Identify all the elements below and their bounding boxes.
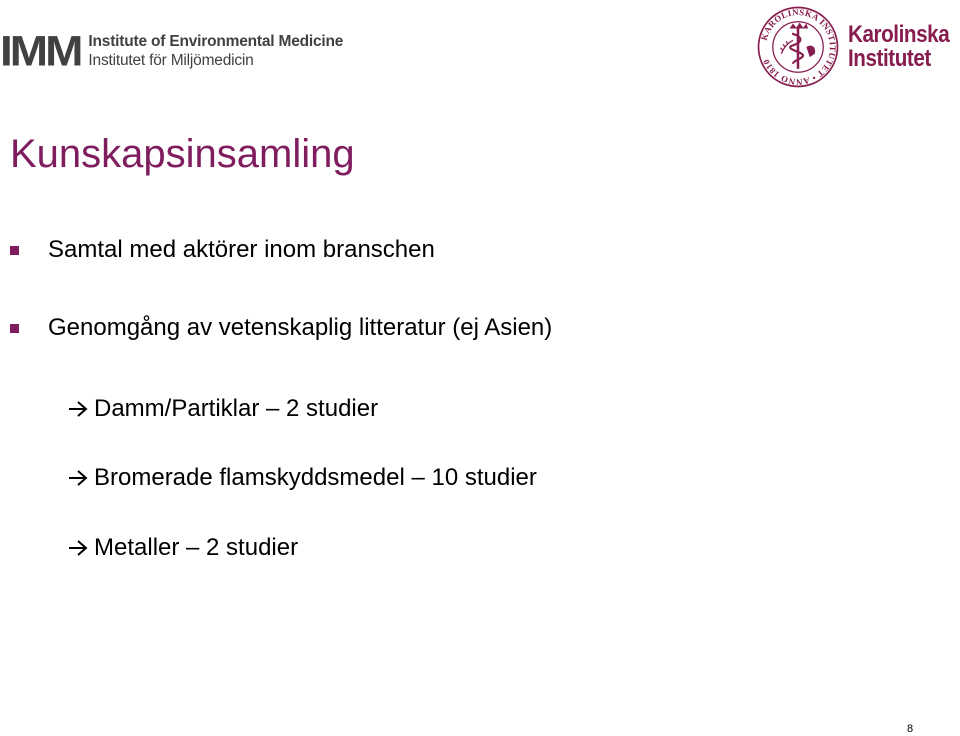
bullet-item [10,233,435,267]
arrow-right-icon [68,399,88,419]
bullet-text: Samtal med aktörer inom branschen [48,236,435,263]
sub-bullet-text: Bromerade flamskyddsmedel – 10 studier [94,464,537,491]
ki-name-line-2: Institutet [848,45,931,72]
imm-name-english: Institute of Environmental Medicine [88,33,344,50]
sub-bullet-item [68,392,378,426]
arrow-right-icon [68,468,88,488]
slide-title: Kunskapsinsamling [10,132,355,176]
sub-bullet-item [68,461,537,495]
sub-bullet-item [68,531,298,565]
sub-bullet-text: Metaller – 2 studier [94,534,299,561]
bullet-text: Genomgång av vetenskaplig litteratur (ej Asien) [48,314,553,341]
ki-seal-text: KAROLINSKA INSTITUTET • ANNO 1810 [758,6,839,88]
ki-name-line-1: Karolinska [848,21,950,48]
page-number: 8 [907,723,914,735]
arrow-right-icon [68,538,88,558]
sub-bullet-text: Damm/Partiklar – 2 studier [94,395,379,422]
imm-name-swedish: Institutet för Miljömedicin [88,52,254,69]
square-bullet-icon [10,246,19,255]
bullet-item [10,311,552,345]
square-bullet-icon [10,324,19,333]
imm-logo-mark: IMM [0,27,81,75]
